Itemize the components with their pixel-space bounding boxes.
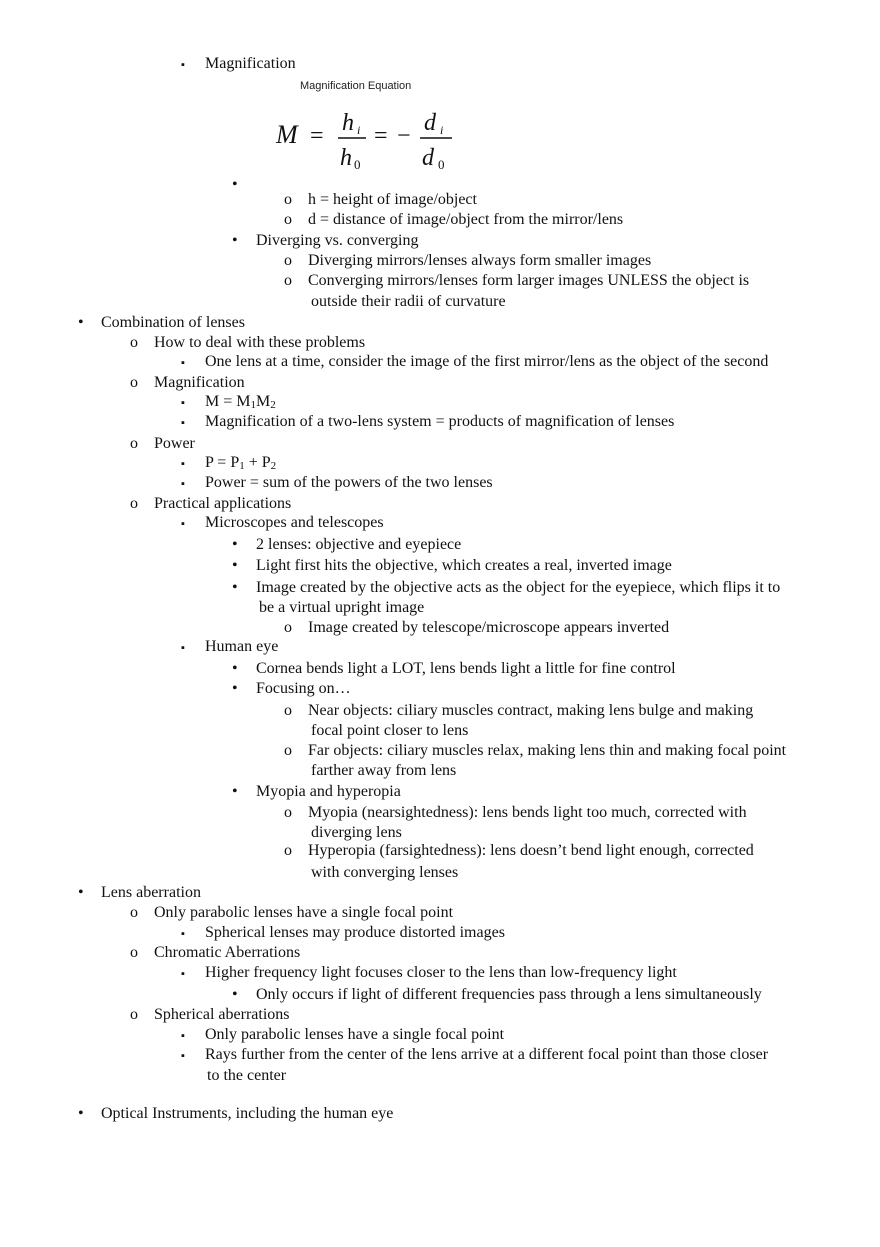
how-to-deal: How to deal with these problems — [154, 334, 366, 351]
bullet-icon: • — [78, 314, 84, 331]
hyperopia-cont: with converging lenses — [311, 864, 459, 881]
bullet-icon: • — [232, 579, 238, 596]
bullet-icon: • — [232, 176, 238, 193]
eq-d-denominator: d — [422, 145, 434, 171]
light-first: Light first hits the objective, which creates a real, inverted image — [256, 557, 672, 574]
eq-equals-2: = — [374, 123, 388, 149]
rays-further-cont: to the center — [207, 1067, 287, 1084]
optical-instruments: Optical Instruments, including the human eye — [101, 1105, 394, 1122]
microscopes-telescopes: Microscopes and telescopes — [205, 514, 384, 531]
bullet-icon: • — [232, 783, 238, 800]
square-bullet-icon: ▪ — [181, 1030, 185, 1042]
converging-note: Converging mirrors/lenses form larger images UNLESS the object is — [308, 272, 750, 289]
square-bullet-icon: ▪ — [181, 417, 185, 429]
bullet-icon: • — [232, 986, 238, 1003]
square-bullet-icon: ▪ — [181, 642, 185, 654]
h-definition: h = height of image/object — [308, 191, 477, 208]
eq-m: M — [276, 120, 298, 149]
square-bullet-icon: ▪ — [181, 1050, 185, 1062]
combo-power: Power — [154, 435, 195, 452]
focusing-on: Focusing on… — [256, 680, 351, 697]
circle-bullet-icon: o — [130, 904, 138, 921]
circle-bullet-icon: o — [130, 435, 138, 452]
combination-heading: Combination of lenses — [101, 314, 245, 331]
circle-bullet-icon: o — [130, 374, 138, 391]
parabolic-single: Only parabolic lenses have a single focal point — [154, 904, 454, 921]
parabolic-single-2: Only parabolic lenses have a single focal point — [205, 1026, 505, 1043]
eq-o-sub: 0 — [354, 157, 361, 172]
rays-further: Rays further from the center of the lens arrive at a different focal point than those closer — [205, 1046, 769, 1063]
aberration-heading: Lens aberration — [101, 884, 201, 901]
myopia-hyperopia: Myopia and hyperopia — [256, 783, 401, 800]
bullet-icon: • — [78, 1105, 84, 1122]
circle-bullet-icon: o — [284, 252, 292, 269]
higher-frequency: Higher frequency light focuses closer to the lens than low-frequency light — [205, 964, 677, 981]
circle-bullet-icon: o — [284, 842, 292, 859]
bullet-icon: • — [232, 557, 238, 574]
eq-h-numerator: h — [342, 110, 354, 136]
two-lenses: 2 lenses: objective and eyepiece — [256, 536, 462, 553]
square-bullet-icon: ▪ — [181, 968, 185, 980]
eq-minus: − — [397, 123, 411, 149]
converging-note-cont: outside their radii of curvature — [311, 293, 506, 310]
power-detail: Power = sum of the powers of the two lenses — [205, 474, 493, 491]
power-formula: $P = P_1 + P_2$ — [205, 454, 277, 472]
circle-bullet-icon: o — [284, 272, 292, 289]
circle-bullet-icon: o — [130, 495, 138, 512]
circle-bullet-icon: o — [284, 211, 292, 228]
eq-equals: = — [310, 123, 324, 149]
bullet-icon: • — [232, 660, 238, 677]
only-occurs: Only occurs if light of different frequencies pass through a lens simultaneously — [256, 986, 762, 1003]
square-bullet-icon: ▪ — [181, 928, 185, 940]
near-objects-cont: focal point closer to lens — [311, 722, 469, 739]
near-objects: Near objects: ciliary muscles contract, making lens bulge and making — [308, 702, 754, 719]
spherical-aberrations: Spherical aberrations — [154, 1006, 290, 1023]
circle-bullet-icon: o — [284, 619, 292, 636]
circle-bullet-icon: o — [284, 702, 292, 719]
far-objects-cont: farther away from lens — [311, 762, 457, 779]
circle-bullet-icon: o — [130, 334, 138, 351]
magnification-detail: Magnification of a two-lens system = products of magnification of lenses — [205, 413, 675, 430]
bullet-icon: • — [232, 536, 238, 553]
circle-bullet-icon: o — [284, 191, 292, 208]
human-eye: Human eye — [205, 638, 279, 655]
hyperopia: Hyperopia (farsightedness): lens doesn’t bend light enough, corrected — [308, 842, 754, 859]
eq-i-sub: i — [357, 123, 361, 137]
eq-h-denominator: h — [340, 145, 352, 171]
practical-applications: Practical applications — [154, 495, 292, 512]
combo-magnification: Magnification — [154, 374, 245, 391]
chromatic-aberrations: Chromatic Aberrations — [154, 944, 301, 961]
diverging-converging: Diverging vs. converging — [256, 232, 419, 249]
eq-d-numerator: d — [424, 110, 436, 136]
equation-title: Magnification Equation — [300, 80, 412, 92]
how-detail: One lens at a time, consider the image of the first mirror/lens as the object of the second — [205, 353, 769, 370]
circle-bullet-icon: o — [284, 804, 292, 821]
eq-d-i-sub: i — [440, 123, 444, 137]
cornea: Cornea bends light a LOT, lens bends light a little for fine control — [256, 660, 676, 677]
bullet-icon: • — [232, 680, 238, 697]
magnification-equation — [274, 106, 484, 176]
square-bullet-icon: ▪ — [181, 397, 185, 409]
d-definition: d = distance of image/object from the mirror/lens — [308, 211, 624, 228]
bullet-icon: • — [78, 884, 84, 901]
spherical-distort: Spherical lenses may produce distorted images — [205, 924, 505, 941]
image-objective-cont: be a virtual upright image — [259, 599, 425, 616]
myopia-cont: diverging lens — [311, 824, 402, 841]
magnification-heading: Magnification — [205, 55, 296, 72]
magnification-formula: $M = M_1M_2$ — [205, 393, 276, 411]
bullet-icon: • — [232, 232, 238, 249]
circle-bullet-icon: o — [130, 1006, 138, 1023]
eq-d-o-sub: 0 — [438, 157, 445, 172]
square-bullet-icon: ▪ — [181, 59, 185, 71]
myopia: Myopia (nearsightedness): lens bends light too much, corrected with — [308, 804, 747, 821]
square-bullet-icon: ▪ — [181, 518, 185, 530]
image-objective: Image created by the objective acts as the object for the eyepiece, which flips it to — [256, 579, 781, 596]
far-objects: Far objects: ciliary muscles relax, making lens thin and making focal point — [308, 742, 787, 759]
square-bullet-icon: ▪ — [181, 478, 185, 490]
square-bullet-icon: ▪ — [181, 458, 185, 470]
square-bullet-icon: ▪ — [181, 357, 185, 369]
circle-bullet-icon: o — [284, 742, 292, 759]
diverging-note: Diverging mirrors/lenses always form smaller images — [308, 252, 652, 269]
appears-inverted: Image created by telescope/microscope appears inverted — [308, 619, 670, 636]
circle-bullet-icon: o — [130, 944, 138, 961]
